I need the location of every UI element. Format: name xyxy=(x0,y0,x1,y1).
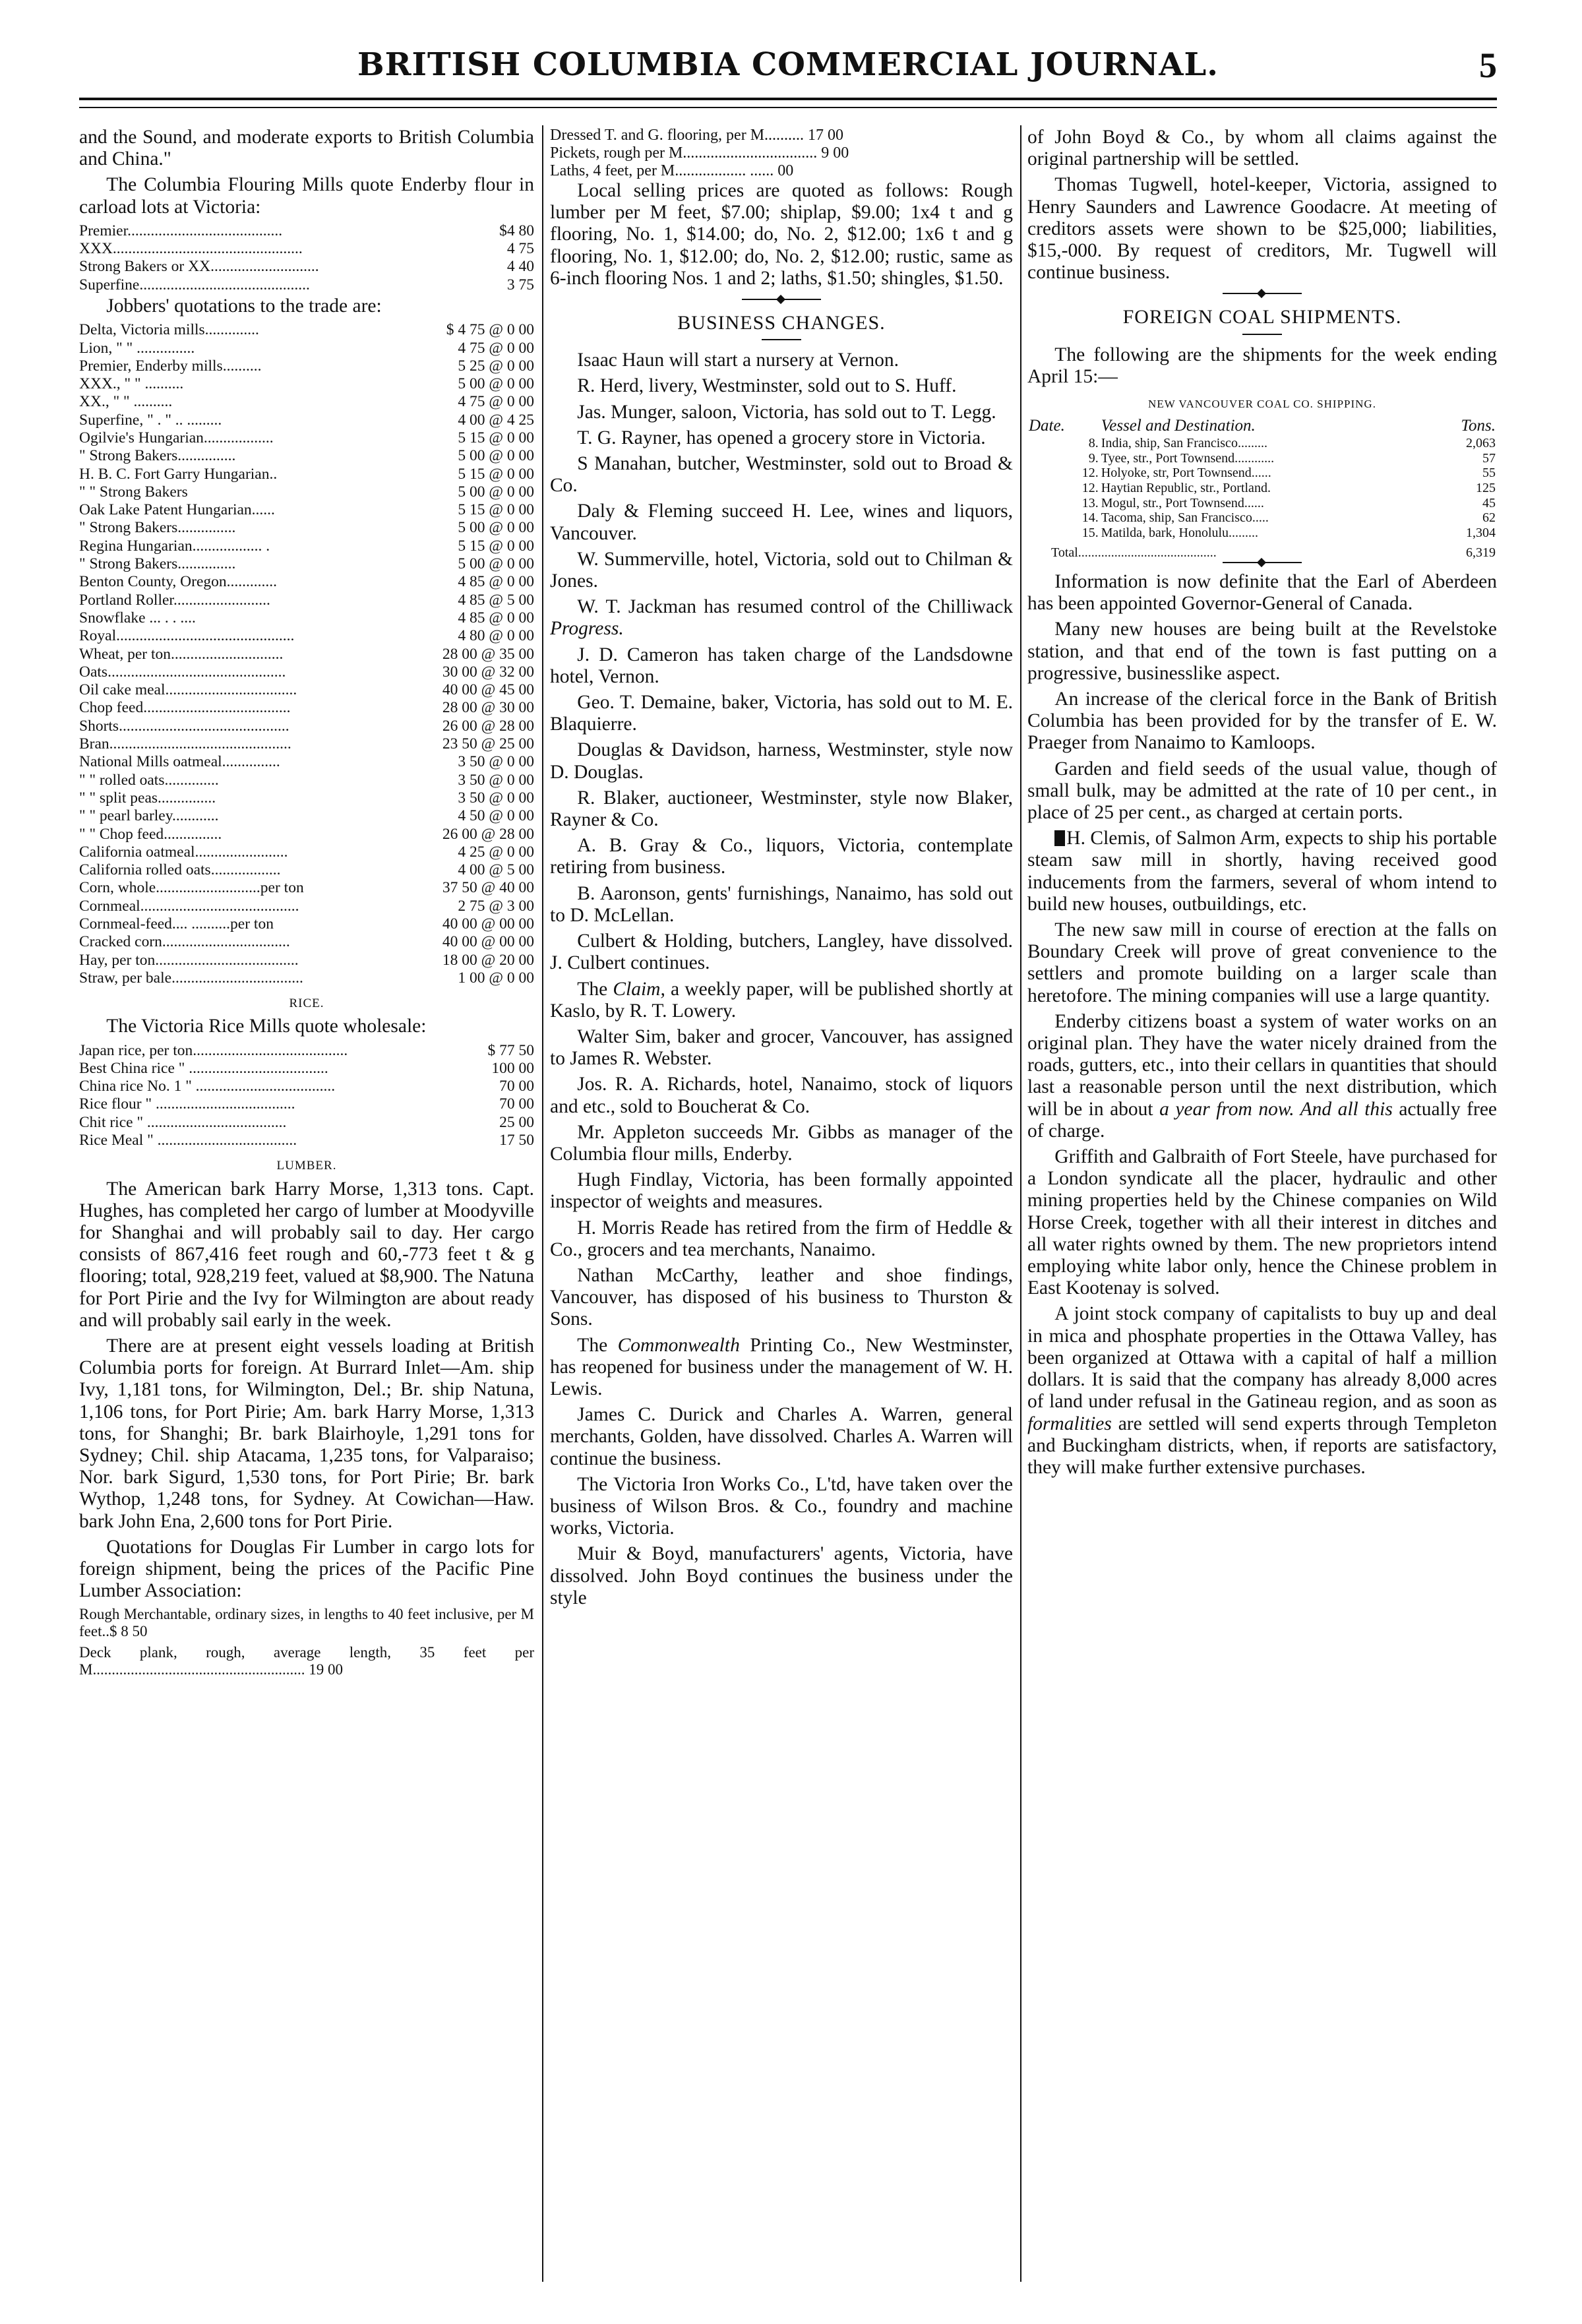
news-item: T. G. Rayner, has opened a grocery store in Victoria. xyxy=(577,427,986,448)
item-name: California rolled oats.................. xyxy=(79,861,281,879)
news-item: Information is now definite that the Earl of Aberdeen has been appointed Governor-General of Canada. xyxy=(1027,570,1497,615)
item-name: Royal.............................................. xyxy=(79,627,295,645)
shipment-vessel: Mogul, str., Port Townsend...... xyxy=(1101,495,1264,510)
price-row xyxy=(79,483,534,501)
item-price: 70 00 xyxy=(499,1078,534,1095)
news-item: Geo. T. Demaine, baker, Victoria, has sold out to M. E. Blaquierre. xyxy=(550,692,1013,735)
shipping-subheading: NEW VANCOUVER COAL CO. SHIPPING. xyxy=(1148,398,1376,411)
shipment-date: 15. xyxy=(1081,525,1099,540)
news-item: Isaac Haun will start a nursery at Vernon. xyxy=(577,350,899,371)
item-name: Benton County, Oregon............. xyxy=(79,573,278,591)
price-row xyxy=(79,447,534,465)
item-price: 4 80 @ 0 00 xyxy=(458,627,534,645)
item-name: Bran............................................... xyxy=(79,735,291,753)
item-name: " Strong Bakers............... xyxy=(79,519,236,537)
header-rule-thick xyxy=(79,98,1497,100)
item-price: 5 00 @ 0 00 xyxy=(458,447,534,465)
shipment-date: 14. xyxy=(1081,510,1099,526)
news-item: Hugh Findlay, Victoria, has been formally appointed inspector of weights and measures. xyxy=(550,1169,1013,1213)
table-header-row: Date. Vessel and Destination. Tons. xyxy=(1029,417,1496,435)
item-name: " " split peas............... xyxy=(79,789,216,807)
news-item: S Manahan, butcher, Westminster, sold out to Broad & Co. xyxy=(550,453,1013,497)
price-row xyxy=(79,466,534,483)
item-name: XXX................................................. xyxy=(79,240,303,258)
price-row xyxy=(79,681,534,699)
item-price: 5 00 @ 0 00 xyxy=(458,555,534,573)
masthead xyxy=(79,46,1497,86)
price-row xyxy=(79,915,534,933)
shipment-vessel: Haytian Republic, str., Portland. xyxy=(1101,481,1271,496)
price-row xyxy=(79,501,534,519)
price-row xyxy=(79,627,534,645)
price-row xyxy=(79,555,534,573)
shipment-tons: 62 xyxy=(1482,510,1496,526)
item-price: 3 50 @ 0 00 xyxy=(458,789,534,807)
item-name: Japan rice, per ton........................................ xyxy=(79,1041,348,1059)
paragraph: The American bark Harry Morse, 1,313 tons. Capt. Hughes, has completed her cargo of lumber at Moodyville for Shanghai and will probably sail to day. Her cargo consists of 867,416 feet rough and 60,-773 feet t & g flooring; total, 928,219 feet, valued at $8,900. The Natuna for Port Pirie and the Ivy for Wilmington are about ready and will probably sail early in the week. xyxy=(79,1178,534,1331)
item-name: Oil cake meal.................................. xyxy=(79,681,297,699)
item-name: Delta, Victoria mills.............. xyxy=(79,321,259,339)
price-row xyxy=(79,1060,534,1078)
shipment-tons: 1,304 xyxy=(1466,525,1496,540)
price-row xyxy=(79,952,534,969)
price-row xyxy=(79,772,534,789)
price-row xyxy=(79,429,534,447)
item-price: 25 00 xyxy=(499,1113,534,1131)
price-row xyxy=(79,393,534,411)
shipment-vessel: Holyoke, str, Port Townsend...... xyxy=(1101,466,1271,481)
news-item: Mr. Appleton succeeds Mr. Gibbs as manager of the Columbia flour mills, Enderby. xyxy=(550,1121,1013,1165)
item-price: 5 15 @ 0 00 xyxy=(458,465,534,483)
journal-title: BRITISH COLUMBIA COMMERCIAL JOURNAL. xyxy=(357,46,1219,83)
item-name: Lion, " " ............... xyxy=(79,339,195,357)
paragraph: Jobbers' quotations to the trade are: xyxy=(106,295,382,317)
item-name: Snowflake ... . . .... xyxy=(79,609,196,627)
item-price: 5 15 @ 0 00 xyxy=(458,429,534,446)
price-row xyxy=(79,1078,534,1095)
item-name: Oats.............................................. xyxy=(79,663,286,681)
news-item: Griffith and Galbraith of Fort Steele, have purchased for a London syndicate all the placer, hydraulic and other mining properties held by the Chinese companies on Wild Horse Creek, together with all their interest in ditches and all water rights owned by them. The new proprietors intend employing white labor only, hence the Chinese problem in East Kootenay is solved. xyxy=(1027,1146,1497,1299)
business-items xyxy=(550,350,1013,592)
price-row xyxy=(79,592,534,609)
price-row xyxy=(79,735,534,753)
shipment-date: 12. xyxy=(1081,481,1099,496)
news-item: Daly & Fleming succeed H. Lee, wines and liquors, Vancouver. xyxy=(550,501,1013,544)
item-price: 4 00 @ 4 25 xyxy=(458,411,534,429)
item-price: 4 00 @ 5 00 xyxy=(458,861,534,879)
news-item: Muir & Boyd, manufacturers' agents, Victoria, have dissolved. John Boyd continues the business under the style xyxy=(550,1543,1013,1608)
shipment-vessel: Matilda, bark, Honolulu......... xyxy=(1101,525,1259,540)
shipment-row xyxy=(1027,466,1497,481)
shipment-row xyxy=(1027,496,1497,511)
price-row xyxy=(79,969,534,987)
price-line: Dressed T. and G. flooring, per M.......... 17 00 xyxy=(550,127,844,144)
price-row xyxy=(79,573,534,591)
column-1 xyxy=(79,127,534,2284)
item-name: Shorts............................................ xyxy=(79,717,289,735)
paragraph: Enderby citizens boast a system of water works on an original plan. They have the water nicely drained from the roads, gutters, etc., into their cellars in quantities that should last a reasonable person until the next distribution, which will be in about a year from now. And all this actually free of charge. xyxy=(1027,1010,1497,1142)
jobbers-price-table xyxy=(79,321,534,987)
item-price: 5 15 @ 0 00 xyxy=(458,537,534,555)
flour-price-table xyxy=(79,222,534,294)
paragraph: Local selling prices are quoted as follows: Rough lumber per M feet, $7.00; shiplap, $9.00; 1x4 t and g flooring, No. 1, $14.00; do, No. 2, $12.00; 1x6 t and g flooring, No. 1, $12.00; do, No. 2, $12.00; rustic, same as 6-inch flooring Nos. 1 and 2; laths, $1.50; shingles, $1.50. xyxy=(550,180,1013,289)
item-name: Chit rice " .................................... xyxy=(79,1113,287,1131)
column-3 xyxy=(1027,127,1497,2284)
column-divider-2 xyxy=(1020,125,1021,2282)
news-item: Douglas & Davidson, harness, Westminster, style now D. Douglas. xyxy=(550,739,1013,783)
price-line: Laths, 4 feet, per M.................. ...... 00 xyxy=(550,162,794,179)
section-heading-coal-shipments: FOREIGN COAL SHIPMENTS. xyxy=(1122,306,1402,328)
price-row xyxy=(79,699,534,717)
item-price: 17 50 xyxy=(499,1132,534,1149)
item-price: 5 25 @ 0 00 xyxy=(458,357,534,375)
item-price: 37 50 @ 40 00 xyxy=(442,879,534,897)
column-divider-1 xyxy=(542,125,543,2282)
price-row xyxy=(79,933,534,951)
item-name: " " rolled oats.............. xyxy=(79,771,219,789)
item-name: California oatmeal........................ xyxy=(79,843,288,861)
item-price: 3 50 @ 0 00 xyxy=(458,771,534,789)
shipment-tons: 125 xyxy=(1476,481,1496,496)
price-row xyxy=(79,1114,534,1132)
price-row xyxy=(79,807,534,825)
shipment-date: 12. xyxy=(1081,466,1099,481)
news-item: Many new houses are being built at the Revelstoke station, and that end of the town is fast putting on a progressive, businesslike aspect. xyxy=(1027,619,1497,684)
item-name: National Mills oatmeal............... xyxy=(79,753,280,771)
item-name: Strong Bakers or XX............................ xyxy=(79,258,319,276)
price-row xyxy=(79,609,534,627)
news-item: James C. Durick and Charles A. Warren, general merchants, Golden, have dissolved. Charles A. Warren will continue the business. xyxy=(550,1404,1013,1469)
total-row: Total.......................................... 6,319 xyxy=(1051,545,1496,561)
paragraph: The Claim, a weekly paper, will be published shortly at Kaslo, by R. T. Lowery. xyxy=(550,978,1013,1022)
paragraph: Quotations for Douglas Fir Lumber in cargo lots for foreign shipment, being the prices of the Pacific Pine Lumber Association: xyxy=(79,1536,534,1602)
news-item: R. Herd, livery, Westminster, sold out to S. Huff. xyxy=(577,375,957,397)
item-price: 5 15 @ 0 00 xyxy=(458,501,534,519)
item-price: 28 00 @ 35 00 xyxy=(442,645,534,663)
item-name: Oak Lake Patent Hungarian...... xyxy=(79,501,275,519)
price-row xyxy=(79,843,534,861)
shipment-date: 13. xyxy=(1081,495,1099,510)
item-price: 1 00 @ 0 00 xyxy=(458,969,534,987)
item-price: 28 00 @ 30 00 xyxy=(442,699,534,717)
item-price: 40 00 @ 00 00 xyxy=(442,915,534,933)
item-price: 4 50 @ 0 00 xyxy=(458,807,534,825)
price-row xyxy=(79,276,534,294)
price-row xyxy=(79,789,534,807)
paragraph: The following are the shipments for the week ending April 15:— xyxy=(1027,344,1497,387)
item-price: 3 75 xyxy=(506,276,534,293)
price-row xyxy=(79,357,534,375)
paragraph: Thomas Tugwell, hotel-keeper, Victoria, assigned to Henry Saunders and Lawrence Goodacre. At meeting of creditors assets were shown to be $25,000; liabilities, $15,-000. By request of creditors, Mr. Tugwell will continue business. xyxy=(1027,174,1497,284)
item-price: 40 00 @ 45 00 xyxy=(442,681,534,699)
item-price: 4 85 @ 0 00 xyxy=(458,609,534,627)
paragraph: The Victoria Rice Mills quote wholesale: xyxy=(106,1016,427,1037)
item-name: Hay, per ton..................................... xyxy=(79,951,299,969)
item-name: Cracked corn................................. xyxy=(79,933,290,951)
shipment-row xyxy=(1027,436,1497,451)
item-name: Best China rice " .................................... xyxy=(79,1059,328,1077)
paragraph: The Commonwealth Printing Co., New Westminster, has reopened for business under the management of W. H. Lewis. xyxy=(550,1334,1013,1399)
news-items xyxy=(1027,571,1497,824)
price-row xyxy=(79,861,534,879)
news-item: Garden and field seeds of the usual value, though of small bulk, may be admitted at the rate of 10 per cent., in place of 25 per cent., as charged at certain ports. xyxy=(1027,758,1497,824)
item-price: 18 00 @ 20 00 xyxy=(442,951,534,969)
price-row xyxy=(79,519,534,537)
shipment-row xyxy=(1027,526,1497,541)
price-row xyxy=(79,537,534,555)
item-name: Superfine............................................ xyxy=(79,276,310,293)
item-price: $ 77 50 xyxy=(487,1041,534,1059)
news-item: Jas. Munger, saloon, Victoria, has sold out to T. Legg. xyxy=(577,401,996,423)
price-row xyxy=(79,412,534,429)
news-item: Jos. R. A. Richards, hotel, Nanaimo, stock of liquors and etc., sold to Boucherat & Co. xyxy=(550,1074,1013,1117)
item-price: $ 4 75 @ 0 00 xyxy=(446,321,534,339)
business-items xyxy=(550,644,1013,975)
item-name: " " pearl barley............ xyxy=(79,807,219,825)
news-item: The new saw mill in course of erection at the falls on Boundary Creek will prove of great convenience to the settlers and promote building on a larger scale than heretofore. The mining companies will use a large quantity. xyxy=(1027,919,1497,1006)
separator-rule xyxy=(1242,334,1282,335)
print-blot-mark xyxy=(1054,830,1065,846)
header-rule-thin xyxy=(79,107,1497,108)
news-item: Walter Sim, baker and grocer, Vancouver, has assigned to James R. Webster. xyxy=(550,1025,1013,1070)
item-price: 4 40 xyxy=(506,258,534,276)
shipment-row xyxy=(1027,451,1497,466)
item-price: 70 00 xyxy=(499,1095,534,1113)
item-price: 26 00 @ 28 00 xyxy=(442,825,534,843)
price-row xyxy=(79,321,534,339)
paragraph: W. T. Jackman has resumed control of the Chilliwack Progress. xyxy=(550,596,1013,640)
item-price: 4 25 @ 0 00 xyxy=(458,843,534,861)
shipment-tons: 45 xyxy=(1482,495,1496,510)
price-row xyxy=(79,663,534,681)
item-price: 4 75 @ 0 00 xyxy=(458,393,534,411)
item-price: 30 00 @ 32 00 xyxy=(442,663,534,681)
coal-shipments-table xyxy=(1027,416,1497,540)
news-item: Culbert & Holding, butchers, Langley, have dissolved. J. Culbert continues. xyxy=(550,931,1013,974)
item-name: " Strong Bakers............... xyxy=(79,447,236,465)
item-name: Chop feed...................................... xyxy=(79,699,291,717)
price-row xyxy=(79,1042,534,1060)
item-name: Ogilvie's Hungarian.................. xyxy=(79,429,274,446)
shipment-vessel: India, ship, San Francisco......... xyxy=(1101,436,1267,451)
item-name: Straw, per bale.................................. xyxy=(79,969,303,987)
price-row xyxy=(79,222,534,240)
price-line: Pickets, rough per M.................................. 9 00 xyxy=(550,144,849,162)
item-price: 23 50 @ 25 00 xyxy=(442,735,534,753)
shipment-row xyxy=(1027,481,1497,496)
item-name: Cornmeal......................................... xyxy=(79,897,299,915)
item-name: Wheat, per ton............................. xyxy=(79,645,284,663)
paragraph: A joint stock company of capitalists to buy up and deal in mica and phosphate properties in the Ottawa Valley, has been organized at Ottawa with a capital of half a million dollars. It is said that the company has already 8,000 acres of land under refusal in the Gatineau region, and as soon as formalities are settled will send experts through Templeton and Buckingham districts, when, if reports are satisfactory, they will make further extensive purchases. xyxy=(1027,1303,1497,1478)
section-heading-business-changes: BUSINESS CHANGES. xyxy=(677,312,886,334)
shipment-vessel: Tacoma, ship, San Francisco..... xyxy=(1101,510,1269,526)
news-items xyxy=(1027,1146,1497,1299)
item-name: XXX., " " .......... xyxy=(79,375,184,393)
business-items xyxy=(550,1026,1013,1331)
price-row xyxy=(79,240,534,258)
item-price: 40 00 @ 00 00 xyxy=(442,933,534,951)
paragraph: and the Sound, and moderate exports to British Columbia and China." xyxy=(79,127,534,170)
news-item: A. B. Gray & Co., liquors, Victoria, contemplate retiring from business. xyxy=(550,835,1013,878)
price-row xyxy=(79,879,534,897)
paragraph: There are at present eight vessels loading at British Columbia ports for foreign. At Burrard Inlet—Am. ship Ivy, 1,181 tons, for Wilmington, Del.; Br. ship Natuna, 1,106 tons, for Port Pirie; Am. bark Harry Morse, 1,313 tons, for Shanghi; Br. bark Blairhoyle, 1,291 tons for Sydney; Chil. ship Atacama, 1,235 tons, for Valparaiso; Nor. bark Sigurd, 1,530 tons, for Port Pirie; Br. bark Wythop, 1,248 tons, for Sydney. At Cowichan—Haw. bark John Ena, 2,600 tons for Port Pirie. xyxy=(79,1335,534,1532)
shipment-tons: 55 xyxy=(1482,466,1496,481)
shipment-row xyxy=(1027,510,1497,526)
item-name: Rice flour " .................................... xyxy=(79,1095,295,1113)
separator-rule xyxy=(762,339,801,340)
paragraph: The Columbia Flouring Mills quote Enderby flour in carload lots at Victoria: xyxy=(79,174,534,218)
shipment-vessel: Tyee, str., Port Townsend............ xyxy=(1101,450,1275,466)
news-item: An increase of the clerical force in the Bank of British Columbia has been provided for by the transfer of E. W. Praeger from Nanaimo to Kamloops. xyxy=(1027,688,1497,754)
item-name: Premier, Enderby mills.......... xyxy=(79,357,262,375)
item-name: Portland Roller......................... xyxy=(79,591,270,609)
price-row xyxy=(79,340,534,357)
section-heading-lumber: LUMBER. xyxy=(276,1159,337,1173)
item-price: 26 00 @ 28 00 xyxy=(442,717,534,735)
item-name: XX., " " .......... xyxy=(79,393,173,411)
item-price: 4 85 @ 0 00 xyxy=(458,573,534,591)
column-2 xyxy=(550,127,1013,2284)
item-price: 5 00 @ 0 00 xyxy=(458,519,534,537)
item-price: $4 80 xyxy=(499,222,534,239)
item-name: Cornmeal-feed.... ..........per ton xyxy=(79,915,274,933)
shipment-tons: 2,063 xyxy=(1466,436,1496,451)
news-item: R. Blaker, auctioneer, Westminster, style now Blaker, Rayner & Co. xyxy=(550,787,1013,831)
item-price: 2 75 @ 3 00 xyxy=(458,897,534,915)
rice-price-table xyxy=(79,1042,534,1150)
shipment-date: 8. xyxy=(1088,436,1099,451)
price-row xyxy=(79,753,534,771)
paragraph: H. Clemis, of Salmon Arm, expects to ship his portable steam saw mill in shortly, having received good inducements from the farmers, several of whom intend to build new houses, outbuildings, etc. xyxy=(1027,828,1497,915)
item-price: 4 85 @ 5 00 xyxy=(458,591,534,609)
item-price: 3 50 @ 0 00 xyxy=(458,753,534,771)
price-row xyxy=(79,1132,534,1149)
item-name: Superfine, " . " .. ......... xyxy=(79,411,222,429)
news-items xyxy=(1027,919,1497,1007)
paragraph: of John Boyd & Co., by whom all claims against the original partnership will be settled. xyxy=(1027,127,1497,170)
section-heading-rice: RICE. xyxy=(289,996,324,1011)
news-item: Nathan McCarthy, leather and shoe findings, Vancouver, has disposed of his business to Thurston & Sons. xyxy=(550,1264,1013,1330)
price-line: Deck plank, rough, average length, 35 feet per M........................................................ 19 00 xyxy=(79,1644,534,1678)
item-price: 5 00 @ 0 00 xyxy=(458,483,534,501)
news-item: B. Aaronson, gents' furnishings, Nanaimo, has sold out to D. McLellan. xyxy=(550,882,1013,926)
separator-ornament xyxy=(1223,562,1302,568)
price-row xyxy=(79,646,534,663)
item-name: H. B. C. Fort Garry Hungarian.. xyxy=(79,465,278,483)
shipment-date: 9. xyxy=(1088,450,1099,466)
item-name: " " Chop feed............... xyxy=(79,825,222,843)
item-name: " Strong Bakers............... xyxy=(79,555,236,573)
news-item: W. Summerville, hotel, Victoria, sold out to Chilman & Jones. xyxy=(550,548,1013,592)
item-name: " " Strong Bakers xyxy=(79,483,188,501)
item-name: Premier........................................ xyxy=(79,222,283,239)
price-row xyxy=(79,1095,534,1113)
price-row xyxy=(79,898,534,915)
news-item: J. D. Cameron has taken charge of the Landsdowne hotel, Vernon. xyxy=(550,644,1013,687)
price-row xyxy=(79,375,534,393)
price-row xyxy=(79,258,534,276)
item-price: 5 00 @ 0 00 xyxy=(458,375,534,393)
item-price: 100 00 xyxy=(491,1059,534,1077)
price-row xyxy=(79,826,534,843)
item-price: 4 75 xyxy=(506,240,534,258)
item-name: China rice No. 1 " .................................... xyxy=(79,1078,336,1095)
page-number: 5 xyxy=(1479,46,1497,85)
separator-ornament xyxy=(1223,293,1302,299)
item-name: Rice Meal " .................................... xyxy=(79,1132,297,1149)
news-item: H. Morris Reade has retired from the firm of Heddle & Co., grocers and tea merchants, Nanaimo. xyxy=(550,1217,1013,1260)
shipment-tons: 57 xyxy=(1482,450,1496,466)
price-row xyxy=(79,718,534,735)
item-name: Corn, whole...........................per ton xyxy=(79,879,304,897)
business-items xyxy=(550,1404,1013,1609)
price-line: Rough Merchantable, ordinary sizes, in lengths to 40 feet inclusive, per M feet..$ 8 50 xyxy=(79,1606,534,1640)
item-price: 4 75 @ 0 00 xyxy=(458,339,534,357)
news-item: The Victoria Iron Works Co., L'td, have taken over the business of Wilson Bros. & Co., foundry and machine works, Victoria. xyxy=(550,1473,1013,1539)
separator-ornament xyxy=(742,299,821,305)
item-name: Regina Hungarian.................. . xyxy=(79,537,270,555)
